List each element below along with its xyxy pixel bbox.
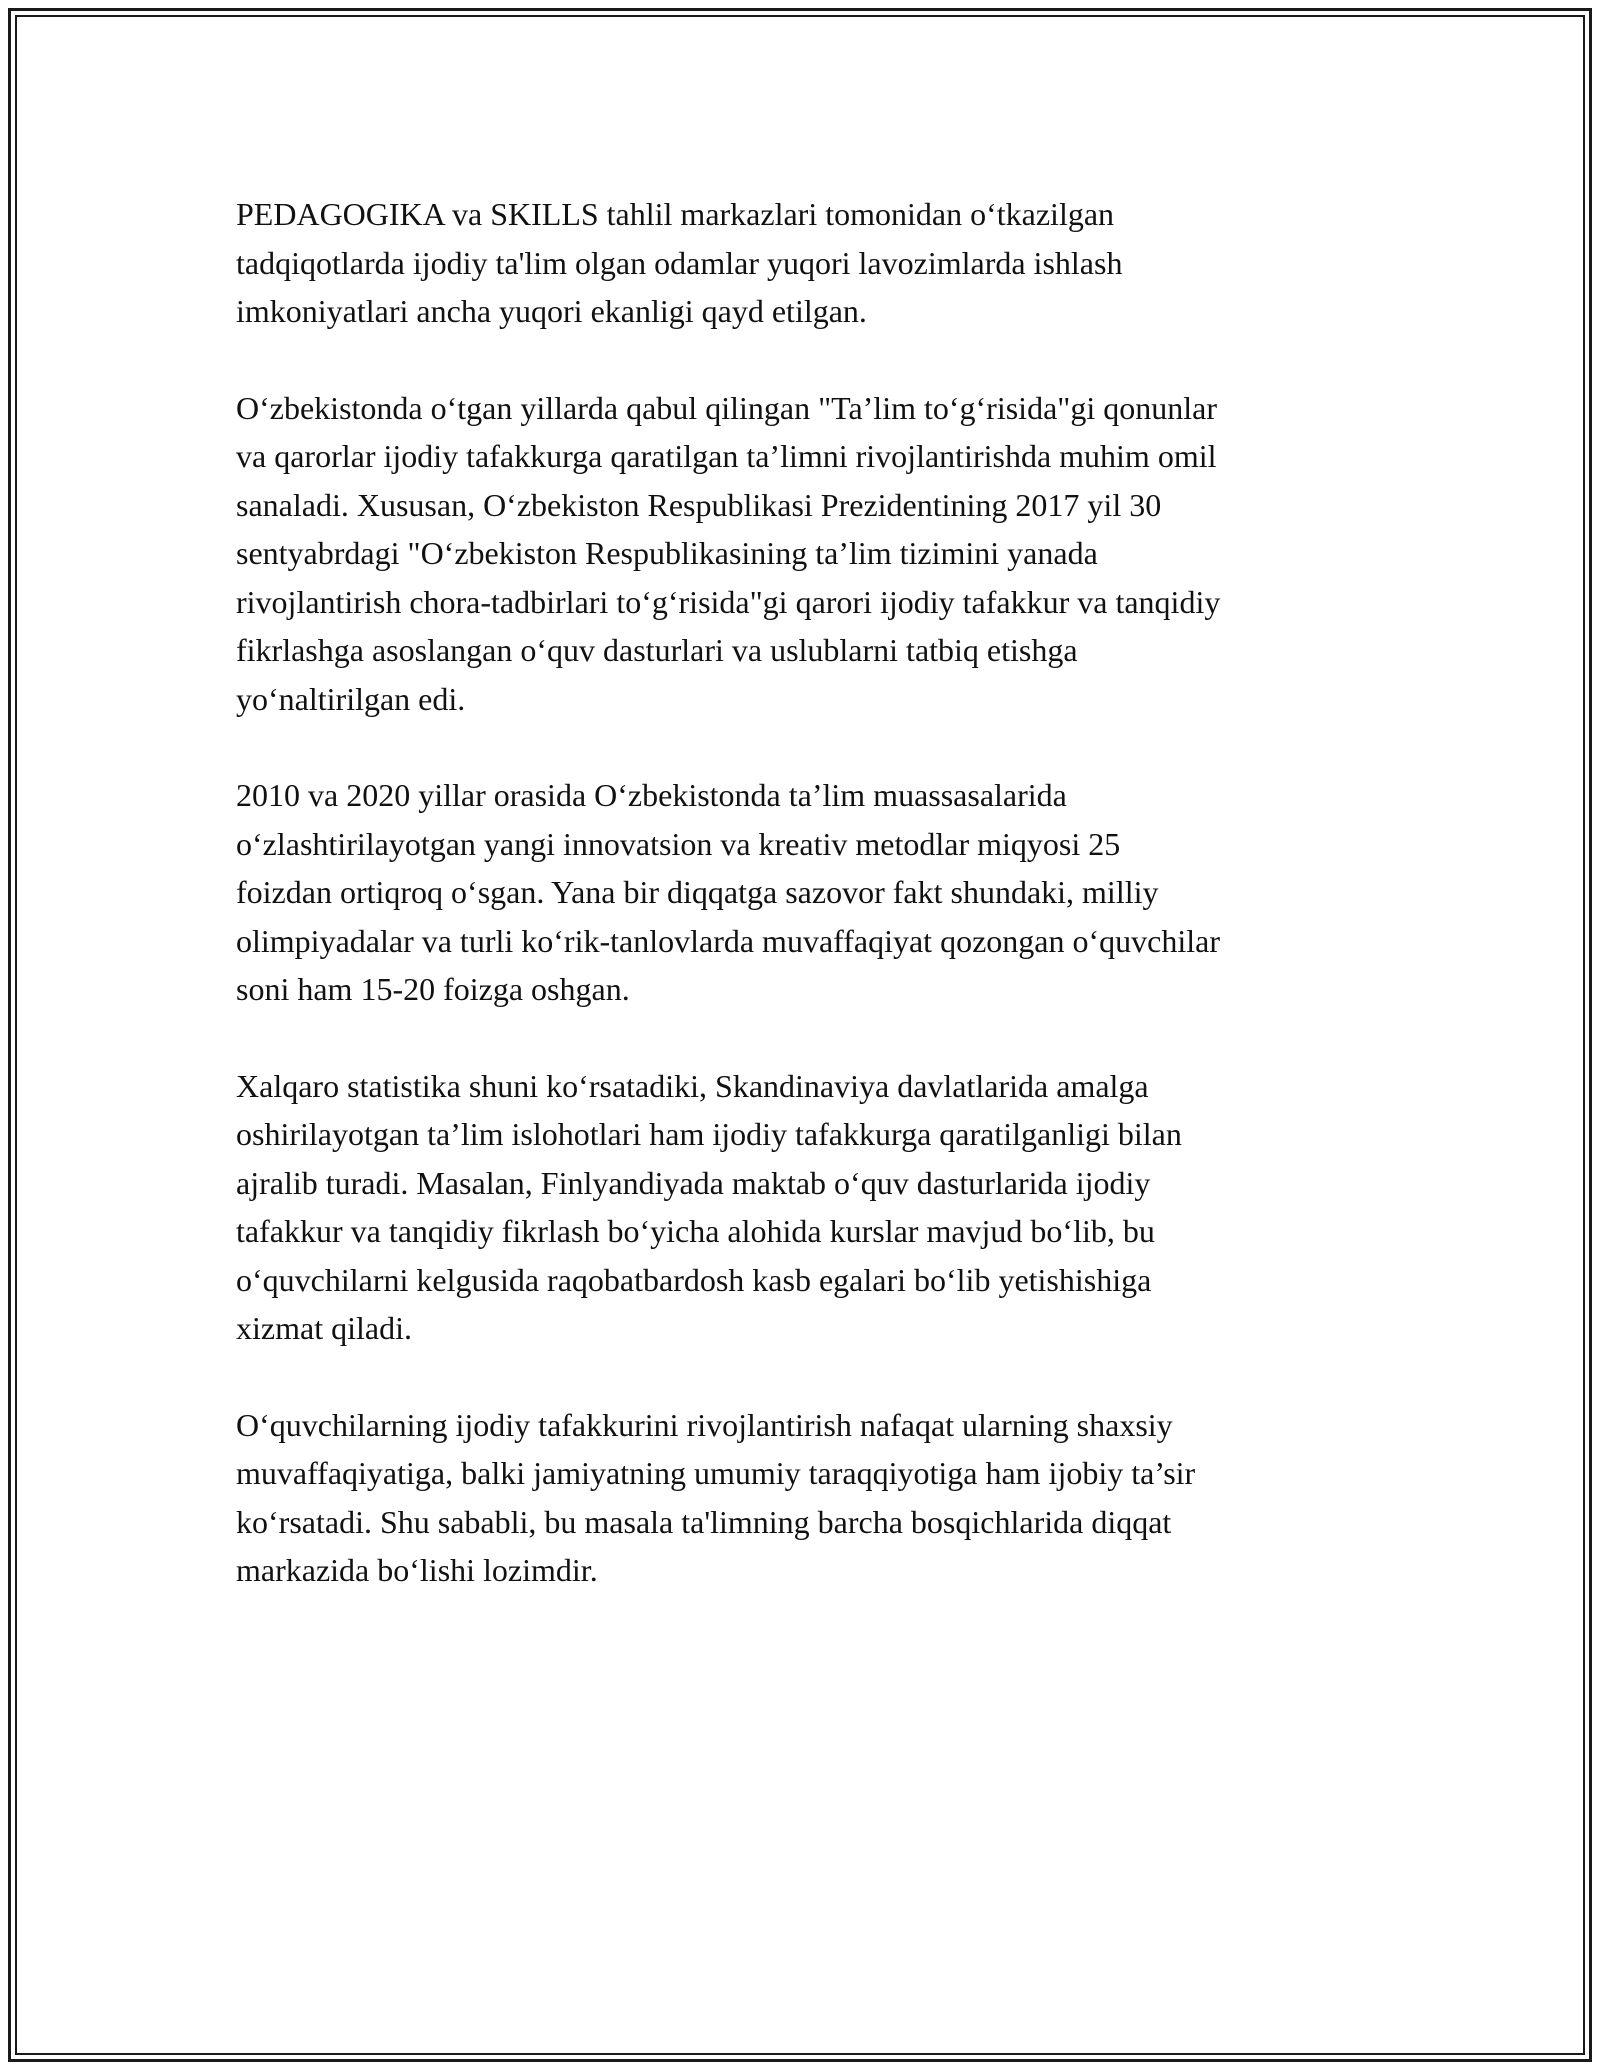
paragraph-3: 2010 va 2020 yillar orasida O‘zbekistonda ta’lim muassasalarida o‘zlashtirilayotgan yangi innovatsion va kreativ metodlar miqyosi 25 foizdan ortiqroq o‘sgan. Yana bir diqqatga sazovor fakt shundaki, milliy olimpiyadalar va turli ko‘rik-tanlovlarda muvaffaqiyat qozongan o‘quvchilar soni ham 15-20 foizga oshgan. xyxy=(236,777,1220,1007)
paragraph-2: O‘zbekistonda o‘tgan yillarda qabul qilingan "Ta’lim to‘g‘risida"gi qonunlar va qarorlar ijodiy tafakkurga qaratilgan ta’limni rivojlantirishda muhim omil sanaladi. Xususan, O‘zbekiston Respublikasi Prezidentining 2017 yil 30 sentyabrdagi "O‘zbekiston Respublikasining ta’lim tizimini yanada rivojlantirish chora-tadbirlari to‘g‘risida"gi qarori ijodiy tafakkur va tanqidiy fikrlashga asoslangan o‘quv dasturlari va uslublarni tatbiq etishga yo‘naltirilgan edi. xyxy=(236,389,1221,717)
paragraph-1: PEDAGOGIKA va SKILLS tahlil markazlari tomonidan o‘tkazilgan tadqiqotlarda ijodiy ta'lim olgan odamlar yuqori lavozimlarda ishlash imkoniyatlari ancha yuqori ekanligi qayd etilgan. xyxy=(236,196,1123,329)
paragraph-4: Xalqaro statistika shuni ko‘rsatadiki, Skandinaviya davlatlarida amalga oshirilayotgan ta’lim islohotlari ham ijodiy tafakkurga qaratilganligi bilan ajralib turadi. Masalan, Finlyandiyada maktab o‘quv dasturlarida ijodiy tafakkur va tanqidiy fikrlash bo‘yicha alohida kurslar mavjud bo‘lib, bu o‘quvchilarni kelgusida raqobatbardosh kasb egalari bo‘lib yetishishiga xizmat qiladi. xyxy=(236,1067,1182,1346)
paragraph-5: O‘quvchilarning ijodiy tafakkurini rivojlantirish nafaqat ularning shaxsiy muvaffaqiyatiga, balki jamiyatning umumiy taraqqiyotiga ham ijobiy ta’sir ko‘rsatadi. Shu sababli, bu masala ta'limning barcha bosqichlarida diqqat markazida bo‘lishi lozimdir. xyxy=(236,1406,1196,1588)
document-body xyxy=(236,190,1376,1643)
